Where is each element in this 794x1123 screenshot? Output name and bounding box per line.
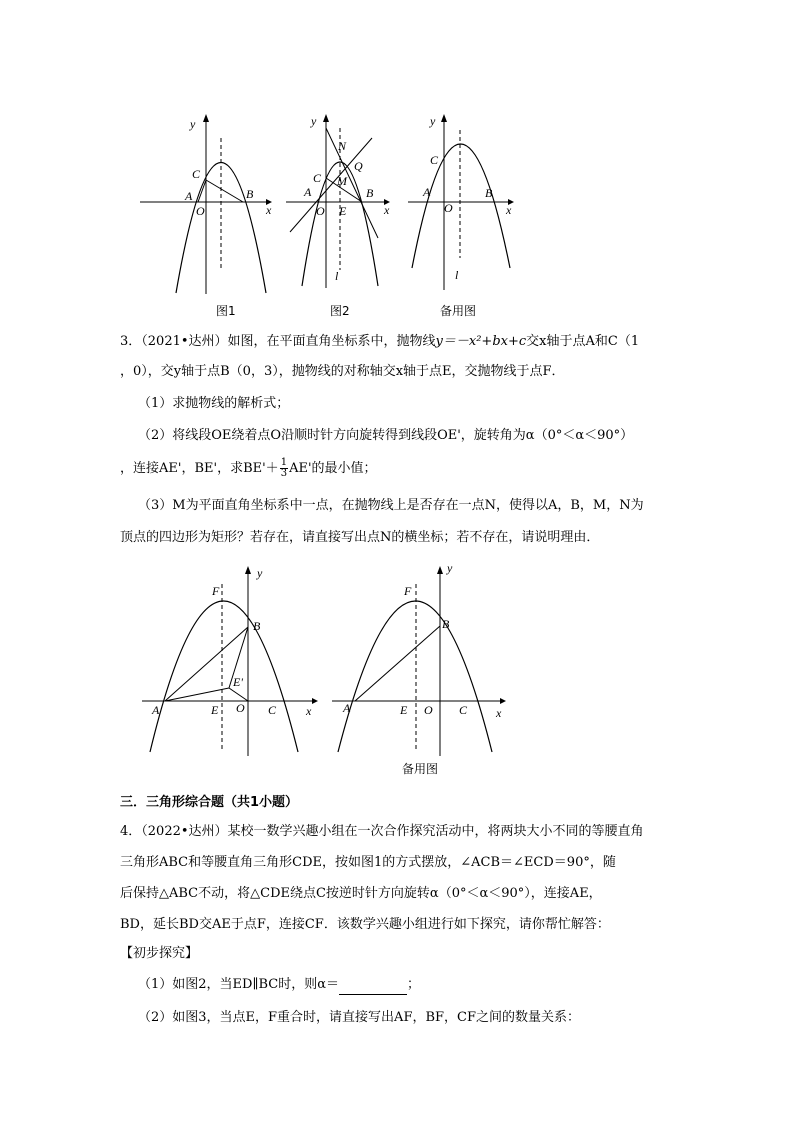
label-o: O: [236, 701, 245, 715]
q3-part-2-line-2: [120, 458, 680, 479]
label-x: x: [266, 203, 272, 217]
x-axis-arrow-icon: [500, 698, 506, 704]
y-axis-arrow-icon: [203, 114, 209, 122]
label-x: x: [506, 203, 512, 217]
y-axis-arrow-icon: [323, 114, 329, 122]
q3-part-2-tail: AE'的最小值；: [289, 461, 377, 476]
q4-part-2: （2）如图3，当点E，F重合时，请直接写出AF，BF，CF之间的数量关系：: [138, 1010, 581, 1025]
label-m: M: [337, 174, 347, 188]
q3-part-1: （1）求抛物线的解析式；: [138, 396, 290, 411]
label-b: B: [253, 619, 261, 633]
y-axis-arrow-icon: [245, 566, 251, 574]
figure-2-caption: 图2: [330, 304, 350, 318]
label-e: E: [339, 204, 347, 218]
label-a: A: [304, 185, 312, 199]
q4-part-1-text: （1）如图2，当ED∥BC时，则α＝: [138, 977, 339, 992]
label-x: x: [496, 706, 502, 720]
q3-line-2: ，0），交y轴于点B（0，3），抛物线的对称轴交x轴于点E，交抛物线于点F．: [120, 364, 565, 379]
label-b: B: [485, 186, 493, 200]
segment-ab: [355, 626, 440, 701]
figure-3-caption: 备用图: [440, 304, 477, 318]
q4-line-2: 三角形ABC和等腰直角三角形CDE，按如图1的方式摆放，∠ACB＝∠ECD＝90°，随: [120, 855, 616, 870]
fraction-numerator: 1: [280, 457, 288, 468]
y-axis-arrow-icon: [437, 566, 443, 574]
figure-3: [406, 108, 526, 298]
label-e: E: [211, 703, 219, 717]
label-o: O: [424, 703, 433, 717]
figure-q3-spare-svg: [330, 560, 520, 760]
segment-ab: [165, 627, 248, 701]
label-y: y: [257, 566, 263, 580]
segment-cb: [206, 180, 243, 202]
q3-intro: 3．（2021•达州）如图，在平面直角坐标系中，抛物线: [120, 334, 436, 349]
parabola: [338, 601, 492, 752]
label-y: y: [447, 561, 453, 575]
line-aq: [290, 138, 372, 232]
label-a: A: [423, 185, 431, 199]
label-a: A: [185, 189, 193, 203]
parabola: [412, 144, 510, 268]
q4-line-4: BD，延长BD交AE于点F，连接CF．该数学兴趣小组进行如下探究，请你帮忙解答：: [120, 917, 610, 932]
q4-heading: 【初步探究】: [120, 946, 199, 961]
label-y: y: [430, 114, 436, 128]
label-c: C: [430, 153, 439, 167]
figure-3-svg: [406, 108, 526, 298]
label-o: O: [196, 204, 205, 218]
label-e-prime: E': [233, 675, 243, 689]
label-e: E: [400, 703, 408, 717]
label-n: N: [338, 139, 347, 153]
parabola: [150, 601, 298, 752]
figure-q3-main: [140, 560, 330, 760]
segment-oe-prime: [229, 688, 248, 701]
label-c: C: [459, 703, 468, 717]
q3-intro-tail: 交x轴于点A和C（1: [526, 334, 640, 349]
y-axis-arrow-icon: [441, 114, 447, 122]
figure-q3-main-svg: [140, 560, 330, 760]
label-l: l: [455, 268, 459, 282]
q3-part-2-expr: ，连接AE'，BE'，求BE'＋: [120, 461, 279, 476]
q4-line-1: 4．（2022•达州）某校一数学兴趣小组在一次合作探究活动中，将两块大小不同的等腰直角: [120, 824, 644, 839]
figure-1: [138, 108, 278, 298]
label-f: F: [404, 584, 412, 598]
label-o: O: [316, 204, 325, 218]
x-axis-arrow-icon: [312, 698, 318, 704]
label-b: B: [246, 187, 254, 201]
label-l: l: [335, 269, 339, 283]
fraction-one-third: [280, 458, 288, 479]
figure-2: [284, 108, 399, 298]
label-o: O: [444, 201, 453, 215]
segment-ae-prime: [165, 688, 229, 701]
figure-q3-spare: [330, 560, 520, 760]
q3-part-3-line-1: （3）M为平面直角坐标系中一点，在抛物线上是否存在一点N，使得以A，B，M，N为: [138, 498, 644, 513]
label-a: A: [343, 701, 351, 715]
figure-1-svg: [138, 108, 278, 298]
label-c: C: [268, 703, 277, 717]
label-f: F: [212, 584, 220, 598]
figure-2-svg: [284, 108, 399, 298]
label-x: x: [384, 203, 390, 217]
label-b: B: [366, 186, 374, 200]
q4-part-1: [138, 975, 698, 995]
q3-formula-y: y: [435, 334, 443, 349]
q3-formula: ＝－x²+bx+c: [442, 334, 527, 349]
q3-part-2-line-1: （2）将线段OE绕着点O沿顺时针方向旋转得到线段OE'，旋转角为α（0°＜α＜90°）: [138, 428, 634, 443]
figure-q3-spare-caption: 备用图: [402, 762, 439, 776]
figure-1-caption: 图1: [216, 304, 236, 318]
q3-part-3-line-2: 顶点的四边形为矩形？若存在，请直接写出点N的横坐标；若不存在，请说明理由．: [120, 530, 600, 545]
label-y: y: [190, 117, 196, 131]
q3-line-1: [120, 332, 680, 352]
q4-part-1-end: ；: [406, 977, 420, 992]
label-q: Q: [354, 159, 363, 173]
q4-line-3: 后保持△ABC不动，将△CDE绕点C按逆时针方向旋转α（0°＜α＜90°），连接AE，: [120, 886, 602, 901]
label-x: x: [306, 704, 312, 718]
label-a: A: [152, 703, 160, 717]
section-title: 三．三角形综合题（共1小题）: [120, 795, 299, 810]
label-c: C: [192, 167, 201, 181]
label-c: C: [313, 171, 322, 185]
segment-ac: [198, 180, 206, 202]
fraction-denominator: 3: [280, 468, 288, 479]
answer-blank[interactable]: [339, 980, 407, 995]
label-y: y: [311, 114, 317, 128]
label-b: B: [442, 617, 450, 631]
